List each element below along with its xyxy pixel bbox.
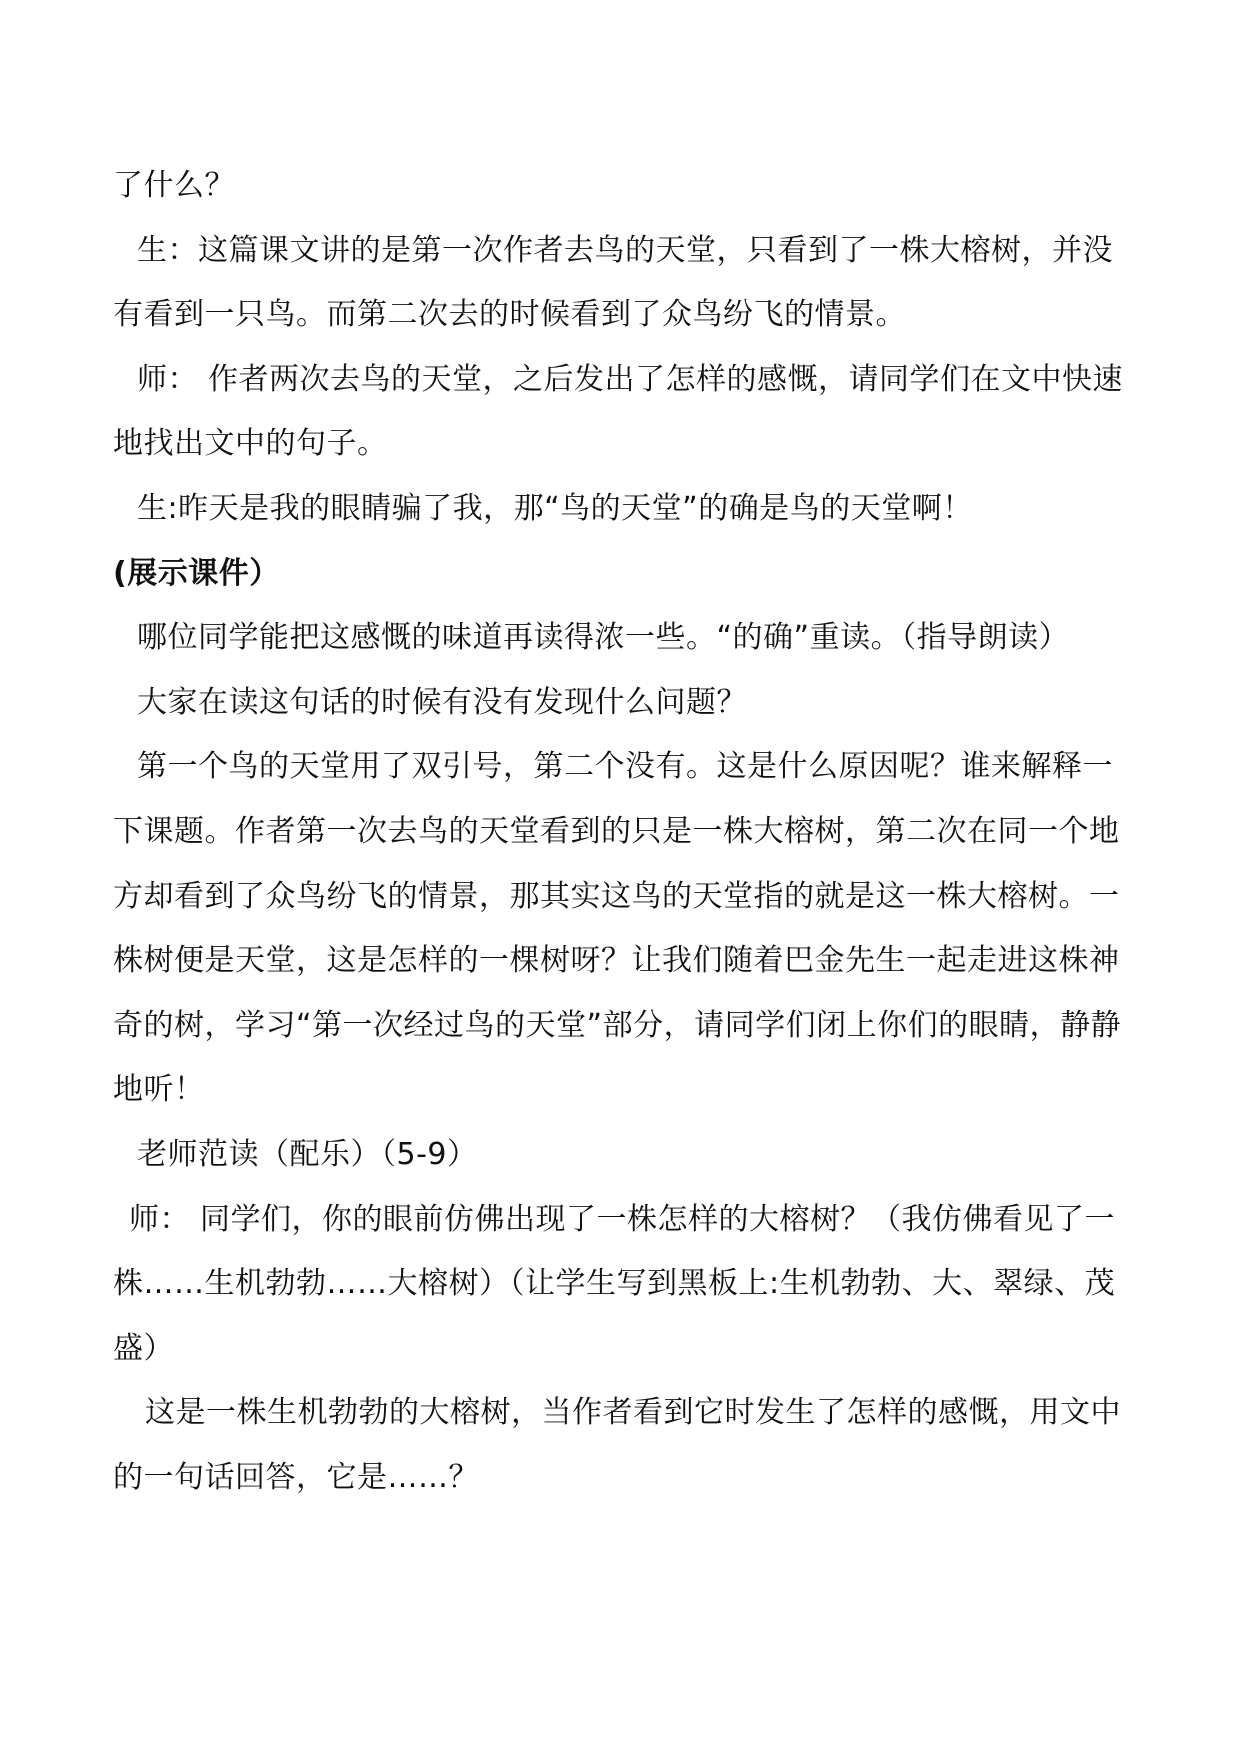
student-answer-text: 生:昨天是我的眼睛骗了我，那“鸟的天堂”的确是鸟的天堂啊！ bbox=[137, 490, 973, 526]
show-courseware-note: (展示课件） bbox=[113, 555, 280, 591]
paragraph-question-prompt: 大家在读这句话的时候有没有发现什么问题？ bbox=[137, 684, 747, 720]
paragraph-teacher-question-2: 师： 同学们，你的眼前仿佛出现了一株怎样的大榕树？（我仿佛看见了一株……生机勃勃……大榕树）（让学生写到黑板上:生机勃勃、大、翠绿、茂盛） bbox=[113, 1201, 1116, 1366]
paragraph-title-explanation: 第一个鸟的天堂用了双引号，第二个没有。这是什么原因呢？谁来解释一下课题。作者第一次去鸟的天堂看到的只是一株大榕树，第二次在同一个地方却看到了众鸟纷飞的情景，那其实这鸟的天堂指的就是这一株大榕树。一株树便是天堂，这是怎样的一棵树呀？让我们随着巴金先生一起走进这株神奇的树，学习“第一次经过鸟的天堂”部分，请同学们闭上你们的眼睛，静静地听！ bbox=[113, 749, 1122, 1108]
paragraph-closing-question: 这是一株生机勃勃的大榕树，当作者看到它时发生了怎样的感慨，用文中的一句话回答，它是……？ bbox=[113, 1395, 1121, 1495]
paragraph-student-answer-1: 生：这篇课文讲的是第一次作者去鸟的天堂，只看到了一株大榕树，并没有看到一只鸟。而第二次去的时候看到了众鸟纷飞的情景。 bbox=[113, 232, 1113, 333]
paragraph-student-answer-2 bbox=[113, 477, 1138, 606]
paragraph-continuation: 了什么？ bbox=[113, 168, 235, 203]
paragraph-teacher-reading: 老师范读（配乐）（5-9） bbox=[137, 1136, 478, 1172]
paragraph-reading-guidance: 哪位同学能把这感慨的味道再读得浓一些。“的确”重读。（指导朗读） bbox=[137, 620, 1070, 656]
paragraph-teacher-question-1: 师： 作者两次去鸟的天堂，之后发出了怎样的感慨，请同学们在文中快速地找出文中的句子。 bbox=[113, 361, 1124, 462]
document-body bbox=[113, 154, 1138, 1510]
